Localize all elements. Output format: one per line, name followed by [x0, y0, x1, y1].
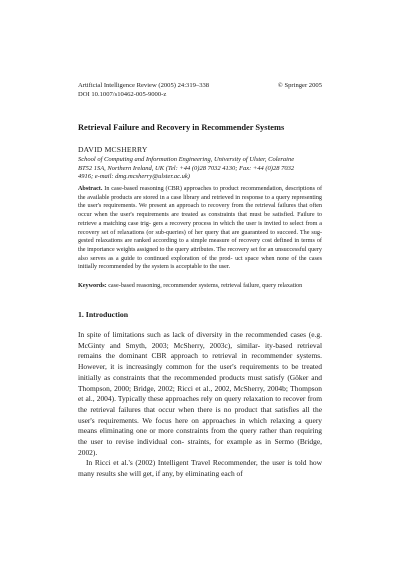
section-body — [78, 330, 322, 480]
affiliation-line: 4916; e-mail: dmg.mcsherry@ulster.ac.uk) — [78, 173, 190, 181]
copyright: © Springer 2005 — [277, 82, 322, 89]
doi: DOI 10.1007/s10462-005-9000-z — [78, 90, 167, 98]
keywords-label: Keywords: — [78, 283, 107, 289]
journal-citation: Artificial Intelligence Review (2005) 24:319–338 — [78, 82, 210, 89]
abstract-text: In case-based reasoning (CBR) approaches to product recommendation, descriptions of the available products are stored in a case library and retrieved in response to a query representing the user's requirements. We present an approach to recovery from the retrieval failures that often occur when the user's requirements are treated as constraints that must be satisfied. Failure to retrieve a matching case trig- gers a recovery process in which the user is invited to select from a recovery set of relaxations (or sub-queries) of her query that are guaranteed to succeed. The sug- gested relaxations are ranked according to a simple measure of recovery cost defined in terms of the importance weights assigned to the query attributes. The recovery set for an unsuccessful query also serves as a guide to continued exploration of the prod- uct space when none of the cases initially recommended by the system is acceptable to the user. — [78, 186, 323, 271]
paper-title: Retrieval Failure and Recovery in Recommender Systems — [78, 123, 285, 132]
author-name: DAVID MCSHERRY — [78, 145, 148, 154]
author-affiliation — [78, 156, 322, 182]
keywords — [78, 282, 322, 291]
affiliation-line: School of Computing and Information Engineering, University of Ulster, Coleraine — [78, 156, 295, 163]
abstract-label: Abstract. — [78, 186, 103, 192]
section-heading: 1. Introduction — [78, 310, 129, 319]
paragraph: In Ricci et al.'s (2002) Intelligent Travel Recommender, the user is told how many results she will get, if any, by eliminating each of — [78, 458, 323, 479]
keywords-text: case-based reasoning, recommender systems, retrieval failure, query relaxation — [108, 283, 303, 289]
paragraph: In spite of limitations such as lack of diversity in the recommended cases (e.g. McGinty and Smyth, 2003; McSherry, 2003c), similar- ity-based retrieval remains the dominant CBR approach to retrieval in recommender systems. However, it is increasingly common for the user's requirements to be treated initially as constraints that the recommended products must satisfy (Göker and Thompson, 2000; Bridge, 2002; Ricci et al., 2002, McSherry, 2004b; Thompson et al., 2004). Typically these approaches rely on query relaxation to recover from the retrieval failures that occur when there is no product that satisfies all the user's requirements. We focus here on approaches in which relaxing a query means eliminating one or more constraints from the query rather than requiring the user to revise individual con- straints, for example as in Sermo (Bridge, 2002). — [78, 330, 323, 457]
page-header — [78, 82, 322, 99]
affiliation-line: BT52 1SA, Northern Ireland, UK (Tel: +44 (0)28 7032 4130; Fax: +44 (0)28 7032 — [78, 164, 295, 172]
abstract — [78, 185, 322, 272]
